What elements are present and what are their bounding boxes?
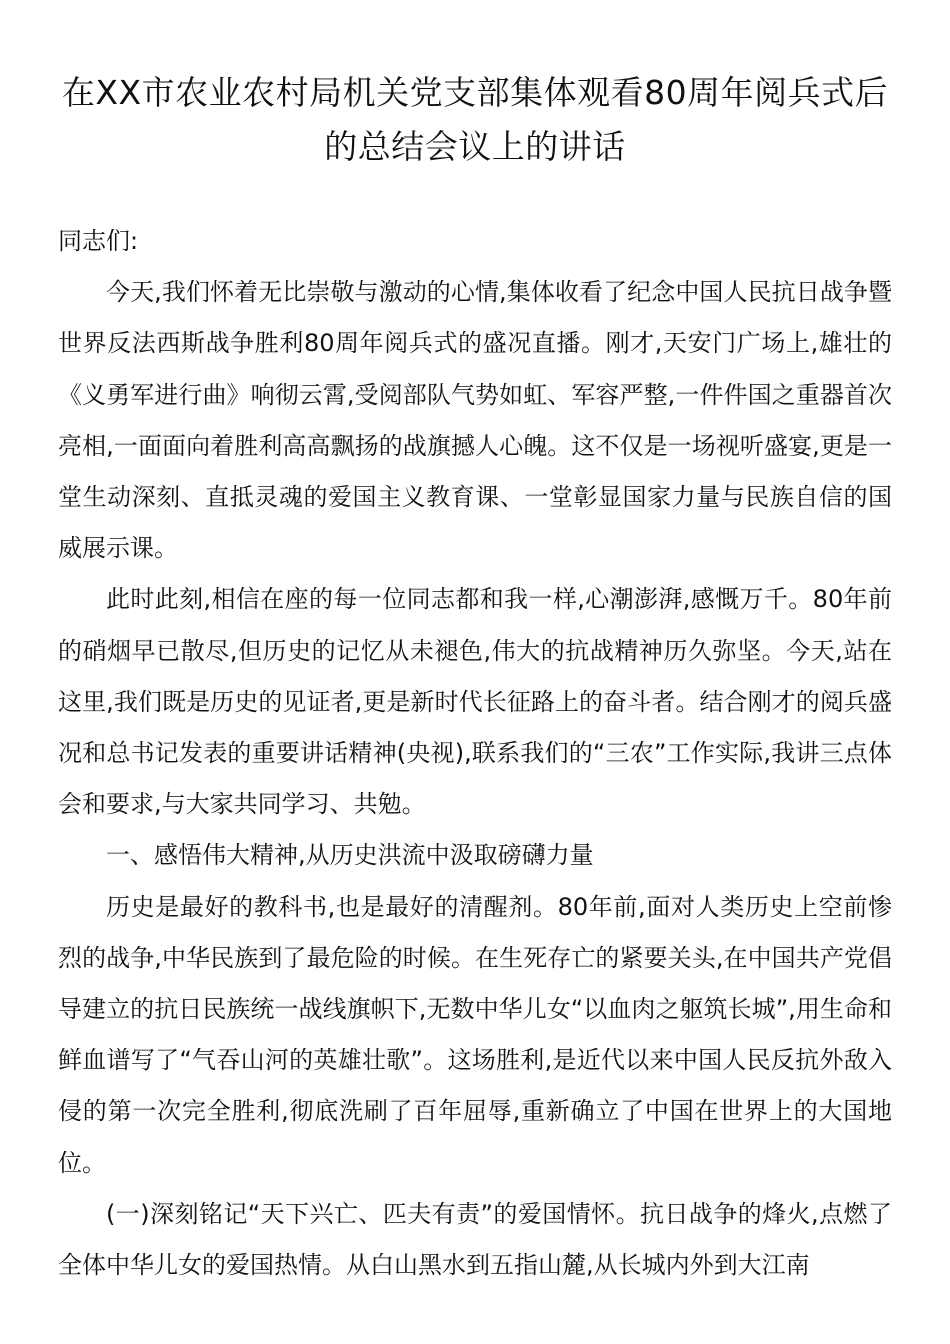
paragraph-intro: 今天,我们怀着无比崇敬与激动的心情,集体收看了纪念中国人民抗日战争暨世界反法西斯战争胜利80周年阅兵式的盛况直播。刚才,天安门广场上,雄壮的《义勇军进行曲》响彻云霄,受阅部队气势如虹、军容严整,一件件国之重器首次亮相,一面面向着胜利高高飘扬的战旗撼人心魄。这不仅是一场视听盛宴,更是一堂生动深刻、直抵灵魂的爱国主义教育课、一堂彰显国家力量与民族自信的国威展示课。: [58, 278, 892, 563]
section-heading-1: 一、感悟伟大精神,从历史洪流中汲取磅礴力量: [106, 841, 594, 870]
subsection-1: (一)深刻铭记“天下兴亡、匹夫有责”的爱国情怀。抗日战争的烽火,点燃了全体中华儿女的爱国热情。从白山黑水到五指山麓,从长城内外到大江南: [58, 1199, 892, 1280]
document-title: 在XX市农业农村局机关党支部集体观看80周年阅兵式后的总结会议上的讲话: [61, 73, 889, 166]
paragraph-reflection: 此时此刻,相信在座的每一位同志都和我一样,心潮澎湃,感慨万千。80年前的硝烟早已散尽,但历史的记忆从未褪色,伟大的抗战精神历久弥坚。今天,站在这里,我们既是历史的见证者,更是新时代长征路上的奋斗者。结合刚才的阅兵盛况和总书记发表的重要讲话精神(央视),联系我们的“三农”工作实际,我讲三点体会和要求,与大家共同学习、共勉。: [58, 585, 892, 819]
salutation: 同志们:: [58, 227, 139, 255]
paragraph-history: 历史是最好的教科书,也是最好的清醒剂。80年前,面对人类历史上空前惨烈的战争,中华民族到了最危险的时候。在生死存亡的紧要关头,在中国共产党倡导建立的抗日民族统一战线旗帜下,无数中华儿女“以血肉之躯筑长城”,用生命和鲜血谱写了“气吞山河的英雄壮歌”。这场胜利,是近代以来中国人民反抗外敌入侵的第一次完全胜利,彻底洗刷了百年屈辱,重新确立了中国在世界上的大国地位。: [58, 892, 892, 1177]
document-body: [58, 216, 892, 1291]
